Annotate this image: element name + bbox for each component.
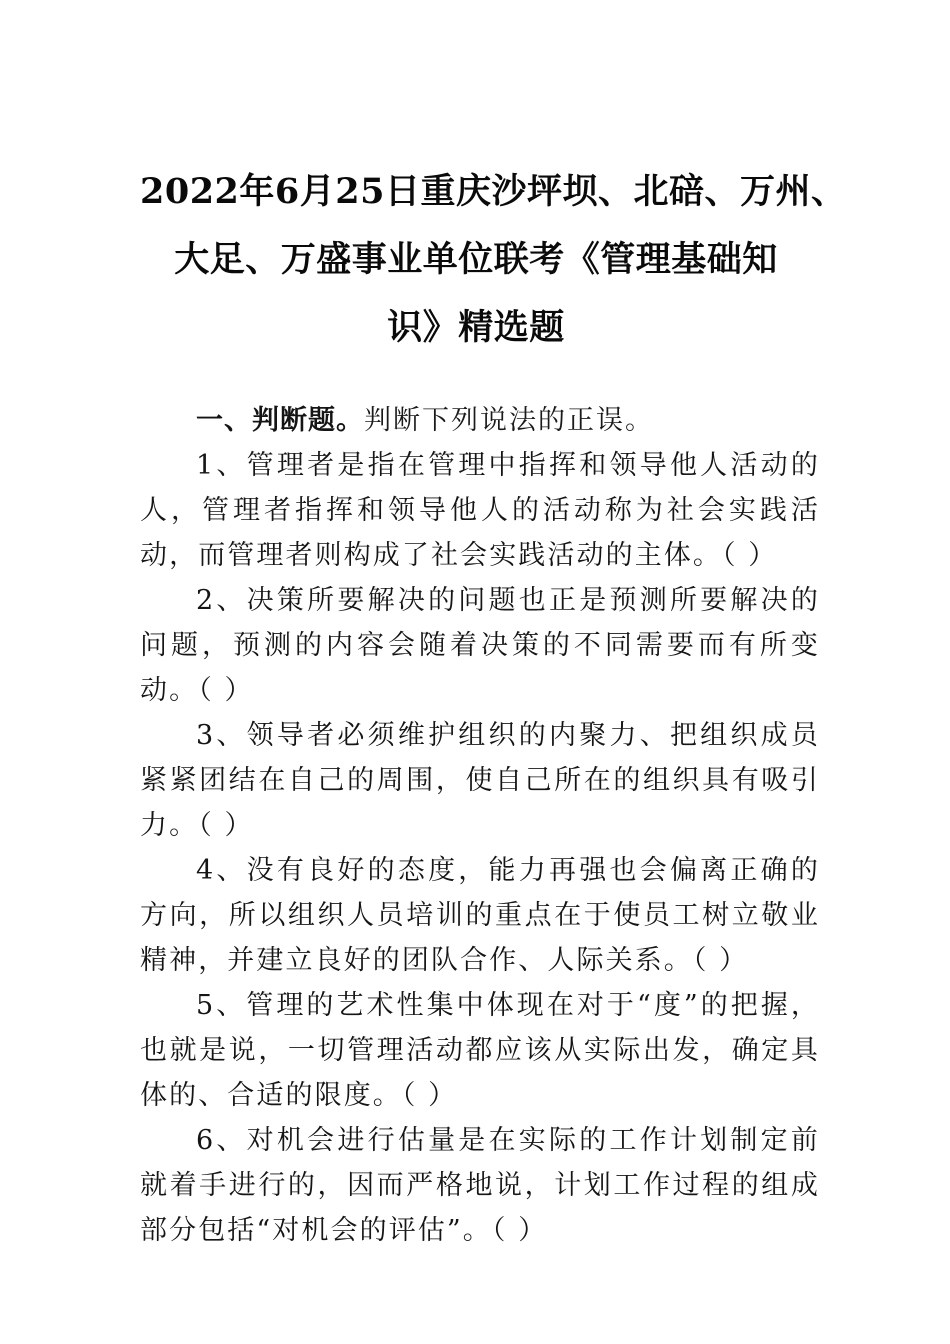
- question-item: [140, 848, 820, 983]
- question-text: 管理者是指在管理中指挥和领导他人活动的人，管理者指挥和领导他人的活动称为社会实践活动，而管理者则构成了社会实践活动的主体。（ ）: [140, 450, 820, 571]
- section-heading-label: 一、判断题。: [196, 405, 364, 436]
- question-text: 决策所要解决的问题也正是预测所要解决的问题，预测的内容会随着决策的不同需要而有所变动。（ ）: [140, 585, 820, 706]
- section-heading-instruction: 判断下列说法的正误。: [364, 405, 654, 436]
- question-item: [140, 1118, 820, 1253]
- document-title: [140, 158, 847, 362]
- title-line-3: 识》精选题: [387, 307, 565, 348]
- question-item: [140, 443, 820, 578]
- question-number: 5、: [196, 990, 247, 1021]
- question-number: 1、: [196, 450, 247, 481]
- question-text: 领导者必须维护组织的内聚力、把组织成员紧紧团结在自己的周围，使自己所在的组织具有吸引力。（ ）: [140, 720, 820, 841]
- question-number: 3、: [196, 720, 247, 751]
- title-line-1: 2022年6月25日重庆沙坪坝、北碚、万州、: [140, 171, 847, 212]
- document-body: [140, 398, 820, 1253]
- question-number: 6、: [196, 1125, 247, 1156]
- question-item: [140, 983, 820, 1118]
- question-number: 2、: [196, 585, 247, 616]
- question-text: 没有良好的态度，能力再强也会偏离正确的方向，所以组织人员培训的重点在于使员工树立敬业精神，并建立良好的团队合作、人际关系。（ ）: [140, 855, 820, 976]
- section-heading-judgment: [140, 398, 820, 443]
- question-number: 4、: [196, 855, 247, 886]
- question-item: [140, 578, 820, 713]
- question-item: [140, 713, 820, 848]
- title-line-2: 大足、万盛事业单位联考《管理基础知: [174, 239, 778, 280]
- question-text: 管理的艺术性集中体现在对于“度”的把握，也就是说，一切管理活动都应该从实际出发，确定具体的、合适的限度。（ ）: [140, 990, 820, 1111]
- question-text: 对机会进行估量是在实际的工作计划制定前就着手进行的，因而严格地说，计划工作过程的组成部分包括“对机会的评估”。（ ）: [140, 1125, 820, 1246]
